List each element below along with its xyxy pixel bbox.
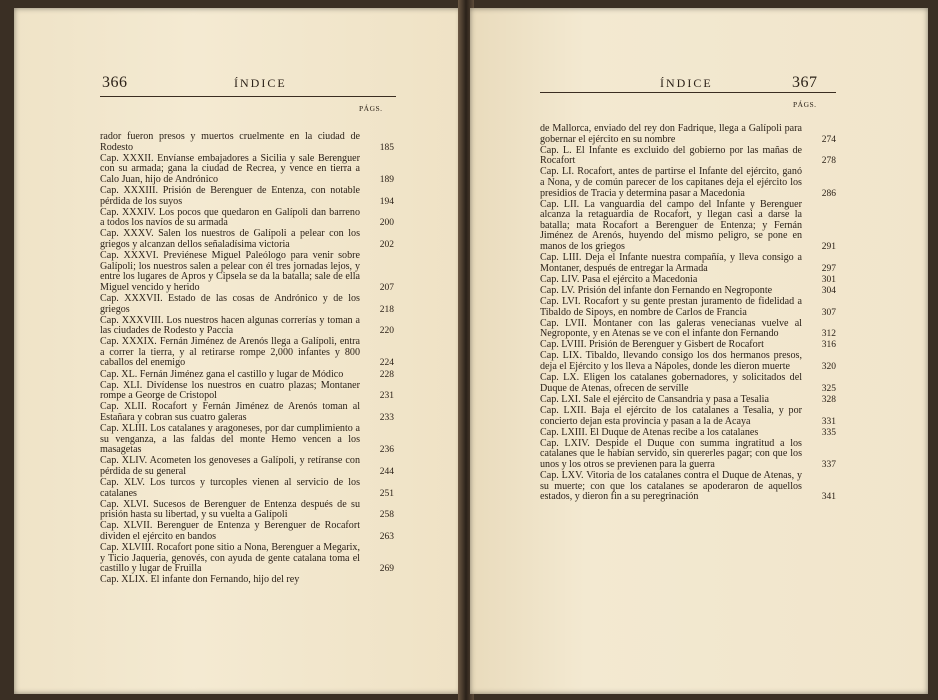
- index-entry: [540, 340, 836, 351]
- left-running-head: [14, 72, 461, 98]
- index-entry-text: Cap. XXXII. Envíanse embajadores a Sicilia y sale Berenguer con su armada; gana la ciudad de Recrea, y vence en tierra a Calo Juan, hijo de Andrónico: [100, 152, 360, 185]
- index-entry-page-number: 269: [379, 564, 394, 575]
- index-entry-page-number: 185: [379, 142, 394, 153]
- right-page-number: 367: [792, 74, 818, 91]
- index-entry: [540, 286, 836, 297]
- index-entry-page-number: 297: [821, 263, 836, 274]
- index-entry-text: Cap. LVII. Montaner con las galeras venecianas vuelve al Negroponte, y en Atenas se ve con el infante don Fernando: [540, 317, 802, 340]
- index-entry: [100, 294, 394, 315]
- index-entry-page-number: 335: [821, 427, 836, 438]
- index-entry: [100, 154, 394, 186]
- index-entry-page-number: 304: [821, 285, 836, 296]
- index-entry-text: Cap. LIII. Deja el Infante nuestra compañía, y lleva consigo a Montaner, después de entregar la Armada: [540, 252, 802, 274]
- index-entry: [100, 424, 394, 456]
- right-pags-label: PÁGS.: [793, 100, 817, 109]
- left-pags-label: PÁGS.: [359, 104, 383, 113]
- right-running-title: ÍNDICE: [660, 76, 713, 90]
- index-entry-page-number: 224: [379, 358, 394, 369]
- index-entry-text: Cap. LI. Rocafort, antes de partirse el Infante del ejército, ganó a Nona, y de común parecer de los capitanes deja el ejército los presidios de Tracia y determina pasar a Macedonia: [540, 166, 802, 199]
- index-entry-text: Cap. XXXV. Salen los nuestros de Galípoli a pelear con los griegos y alcanzan dellos señaladísima victoria: [100, 228, 360, 250]
- index-entry-page-number: 307: [821, 307, 836, 318]
- index-entry: [100, 229, 394, 250]
- index-entry: [540, 297, 836, 318]
- index-entry-page-number: 316: [821, 340, 836, 351]
- index-entry-text: Cap. LVIII. Prisión de Berenguer y Gisbert de Rocafort: [540, 339, 764, 351]
- index-entry-page-number: 251: [379, 488, 394, 499]
- index-entry: [540, 471, 836, 503]
- index-entry-text: Cap. LX. Eligen los catalanes gobernadores, y solicitados del Duque de Atenas, ofrecen de servílle: [540, 372, 802, 394]
- index-entry: [100, 251, 394, 293]
- left-page: [14, 8, 461, 694]
- index-entry-page-number: 200: [379, 218, 394, 229]
- index-entry-page-number: 278: [821, 156, 836, 167]
- index-entry-text: Cap. LXV. Vitoria de los catalanes contra el Duque de Atenas, y su muerte; con que los catalanes se apoderaron de aquellos estados, y dieron fin a su peregrinación: [540, 470, 802, 503]
- index-entry-page-number: 202: [379, 239, 394, 250]
- left-page-number: 366: [102, 74, 128, 91]
- index-entry-text: de Mallorca, enviado del rey don Fadrique, llega a Galípoli para gobernar el ejército en su nombre: [540, 123, 802, 145]
- index-entry-text: Cap. XLV. Los turcos y turcoples vienen al servicio de los catalanes: [100, 477, 360, 499]
- index-entry: [100, 575, 394, 586]
- index-entry-text: Cap. LXII. Baja el ejército de los catalanes a Tesalia, y por concierto dejan esta provincia y pasan a la de Acaya: [540, 404, 802, 427]
- index-entry-text: Cap. XXXIV. Los pocos que quedaron en Galípoli dan barreno a todos los navíos de su armada: [100, 206, 360, 229]
- index-entry: [540, 428, 836, 439]
- index-entry-text: Cap. XXXVIII. Los nuestros hacen algunas correrías y toman a las ciudades de Rodesto y Paccia: [100, 314, 360, 337]
- index-entry: [540, 253, 836, 274]
- index-entry-page-number: 325: [821, 383, 836, 394]
- index-entry-page-number: 263: [379, 531, 394, 542]
- index-entry-text: Cap. XLVII. Berenguer de Entenza y Berenguer de Rocafort dividen el ejército en bandos: [100, 520, 360, 542]
- index-entry-text: Cap. XLI. Divídense los nuestros en cuatro plazas; Montaner rompe a George de Cristopol: [100, 379, 360, 402]
- index-entry: [540, 167, 836, 199]
- index-entry: [100, 208, 394, 229]
- index-entry-text: Cap. XLIV. Acometen los genoveses a Galípoli, y retíranse con pérdida de su general: [100, 455, 360, 477]
- index-entry-text: Cap. XLVI. Sucesos de Berenguer de Entenza después de su prisión hasta su libertad, y su vuelta a Galípoli: [100, 498, 360, 521]
- index-entry: [540, 439, 836, 471]
- index-entry-text: rador fueron presos y muertos cruelmente en la ciudad de Rodesto: [100, 131, 360, 153]
- index-entry: [540, 351, 836, 372]
- left-header-rule: [100, 96, 396, 97]
- index-entry-page-number: 337: [821, 459, 836, 470]
- index-entry-page-number: 228: [379, 369, 394, 380]
- index-entry-text: Cap. XLIII. Los catalanes y aragoneses, por dar cumplimiento a su venganza, a las faldas del monte Hemo vencen a los masagetas: [100, 423, 360, 456]
- index-entry-text: Cap. XXXIX. Fernán Jiménez de Arenós llega a Galípoli, entra a correr la tierra, y al retirarse rompe 2,000 infantes y 800 caballos del enemigo: [100, 336, 360, 369]
- index-entry-text: Cap. XXXVI. Previénese Miguel Paleólogo para venir sobre Galípoli; los nuestros salen a pelear con él tres jornadas lejos, y entre los lugares de Apros y Cipsela se da la batalla; sale de ella Miguel vencido y herido: [100, 250, 360, 293]
- index-entry-page-number: 258: [379, 510, 394, 521]
- index-entry-page-number: 286: [821, 188, 836, 199]
- index-entry: [100, 186, 394, 207]
- index-entry-page-number: 244: [379, 466, 394, 477]
- index-entry-text: Cap. XLVIII. Rocafort pone sitio a Nona, Berenguer a Megarix, y Ticio Jaqueria, genovés, con ayuda de gente catalana toma el castillo y lugar de Fruilla: [100, 542, 360, 575]
- index-entry-page-number: 207: [379, 282, 394, 293]
- index-entry-page-number: 341: [821, 492, 836, 503]
- index-entry-page-number: 220: [379, 326, 394, 337]
- right-index-list: [540, 124, 836, 503]
- index-entry: [100, 316, 394, 337]
- right-header-rule: [540, 92, 836, 93]
- index-entry: [100, 337, 394, 369]
- index-entry-text: Cap. LIV. Pasa el ejército a Macedonia: [540, 273, 698, 285]
- index-entry: [540, 275, 836, 286]
- index-entry-text: Cap. XXXIII. Prisión de Berenguer de Entenza, con notable pérdida de los suyos: [100, 184, 360, 207]
- index-entry-page-number: 274: [821, 134, 836, 145]
- index-entry-page-number: 218: [379, 304, 394, 315]
- index-entry-page-number: 194: [379, 196, 394, 207]
- index-entry-text: Cap. LV. Prisión del infante don Fernando en Negroponte: [540, 284, 773, 296]
- index-entry-text: Cap. LVI. Rocafort y su gente prestan juramento de fidelidad a Tibaldo de Sipoys, en nombre de Carlos de Francia: [540, 296, 802, 318]
- index-entry: [100, 456, 394, 477]
- index-entry: [540, 124, 836, 145]
- index-entry-page-number: 233: [379, 412, 394, 423]
- index-entry: [100, 402, 394, 423]
- index-entry: [540, 146, 836, 167]
- index-entry-page-number: 328: [821, 394, 836, 405]
- index-entry-page-number: 301: [821, 274, 836, 285]
- index-entry: [540, 373, 836, 394]
- index-entry-text: Cap. XXXVII. Estado de las cosas de Andrónico y de los griegos: [100, 292, 360, 315]
- index-entry-text: Cap. LII. La vanguardia del campo del Infante y Berenguer alcanza la retaguardia de Rocafort, y llegan casi a darse la batalla; mata Rocafort a Berenguer de Entenza; y Fernán Jiménez de Arenós, huyendo del mismo peligro, se pone en manos de los griegos: [540, 198, 802, 253]
- index-entry: [540, 200, 836, 253]
- index-entry: [100, 500, 394, 521]
- right-running-head: [470, 72, 928, 98]
- index-entry: [100, 543, 394, 575]
- index-entry-text: Cap. LIX. Tibaldo, llevando consigo los dos hermanos presos, deja el Ejército y los lleva a Nápoles, donde les dieron muerte: [540, 350, 802, 373]
- index-entry-text: Cap. LXIII. El Duque de Atenas recibe a los catalanes: [540, 426, 759, 438]
- index-entry-text: Cap. L. El Infante es excluido del gobierno por las mañas de Rocafort: [540, 144, 802, 167]
- index-entry-page-number: 189: [379, 174, 394, 185]
- index-entry: [100, 132, 394, 153]
- index-entry-page-number: 236: [379, 445, 394, 456]
- left-index-list: [100, 132, 394, 586]
- index-entry: [100, 381, 394, 402]
- index-entry-text: Cap. XL. Fernán Jiménez gana el castillo y lugar de Módico: [100, 368, 344, 380]
- index-entry-text: Cap. LXIV. Despide el Duque con summa ingratitud a los catalanes que le habían servido, sin quererles pagar; con que los unos y los otros se previenen para la guerra: [540, 437, 802, 470]
- index-entry-page-number: 231: [379, 391, 394, 402]
- index-entry-page-number: 291: [821, 242, 836, 253]
- index-entry-text: Cap. XLII. Rocafort y Fernán Jiménez de Arenós toman al Estañara y cobran sus cuatro galeras: [100, 401, 360, 423]
- right-page: [470, 8, 928, 694]
- index-entry: [100, 478, 394, 499]
- index-entry-text: Cap. LXI. Sale el ejército de Cansandria y pasa a Tesalia: [540, 393, 769, 405]
- index-entry-page-number: 320: [821, 362, 836, 373]
- index-entry-text: Cap. XLIX. El infante don Fernando, hijo del rey: [100, 574, 300, 586]
- index-entry: [540, 406, 836, 427]
- left-running-title: ÍNDICE: [234, 76, 287, 90]
- index-entry: [540, 319, 836, 340]
- index-entry: [100, 370, 394, 381]
- index-entry: [540, 395, 836, 406]
- index-entry-page-number: 331: [821, 416, 836, 427]
- index-entry-page-number: 312: [821, 329, 836, 340]
- index-entry: [100, 521, 394, 542]
